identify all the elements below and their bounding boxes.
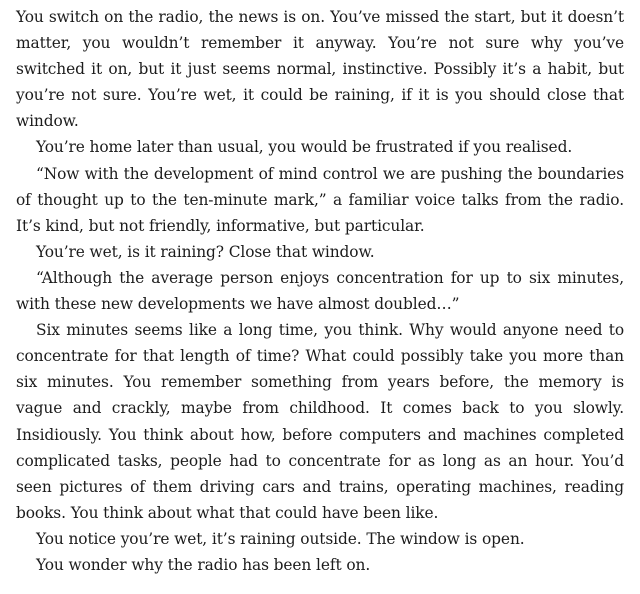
paragraph-5: “Although the average person enjoys concentration for up to six minutes, with these new developments we have almost doubled…” xyxy=(16,268,624,314)
paragraph-6: Six minutes seems like a long time, you think. Why would anyone need to concentrate for that length of time? What could possibly take you more than six minutes. You remember something from years before, the memory is vague and crackly, maybe from childhood. It comes back to you slowly. Insidiously. You think about how, before computers and machines completed complicated tasks, people had to concentrate for as long as an hour. You’d seen pictures of them driving cars and trains, operating machines, reading books. You think about what that could have been like. xyxy=(16,321,624,522)
paragraph-1: You switch on the radio, the news is on. You’ve missed the start, but it doesn’t matter, you wouldn’t remember it anyway. You’re not sure why you’ve switched it on, but it just seems normal, instinctive. Possibly it’s a habit, but you’re not sure. You’re wet, it could be raining, if it is you should close that window. xyxy=(16,8,624,131)
paragraph-4: You’re wet, is it raining? Close that window. xyxy=(36,242,375,261)
paragraph-8: You wonder why the radio has been left on. xyxy=(36,555,371,574)
paragraph-7: You notice you’re wet, it’s raining outside. The window is open. xyxy=(36,529,525,548)
paragraph-3: “Now with the development of mind control we are pushing the boundaries of thought up to the ten-minute mark,” a familiar voice talks from the radio. It’s kind, but not friendly, informative, but particular. xyxy=(16,164,624,235)
paragraph-2: You’re home later than usual, you would be frustrated if you realised. xyxy=(36,138,573,157)
